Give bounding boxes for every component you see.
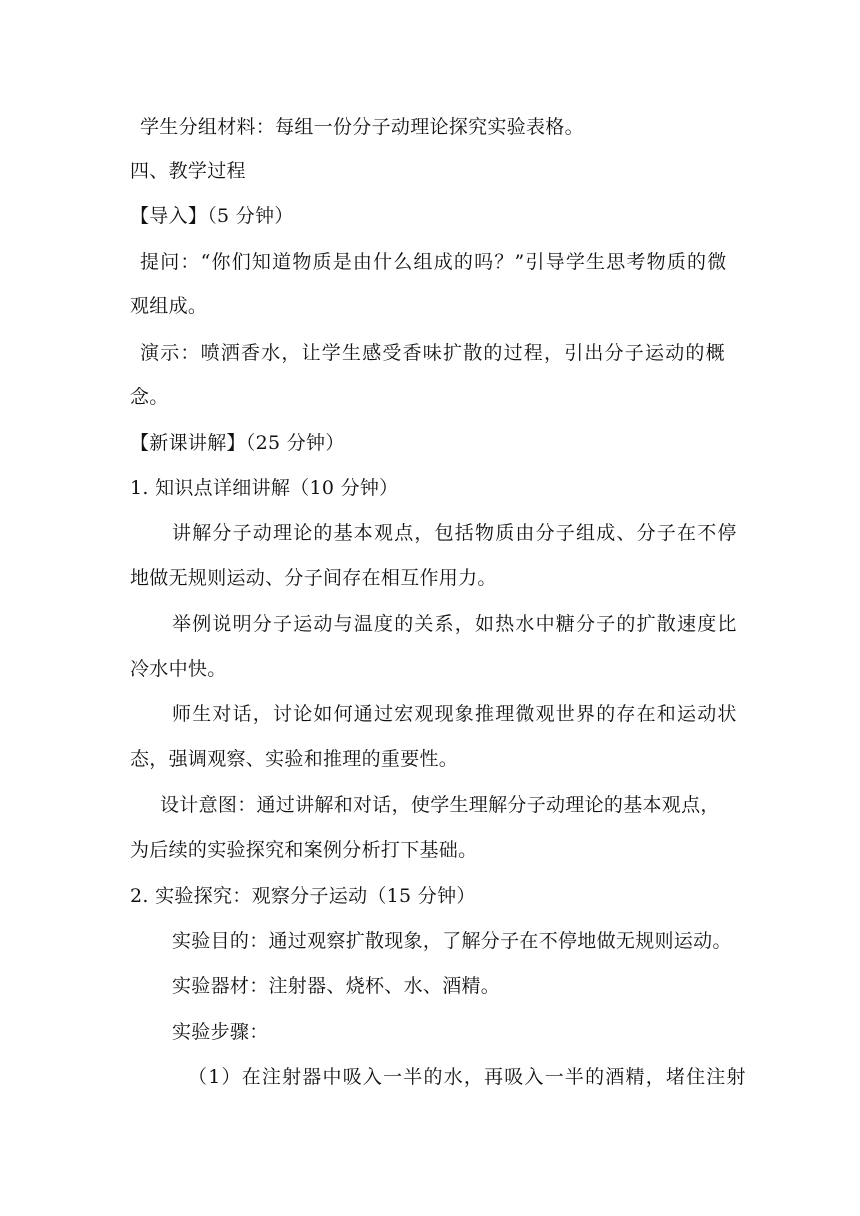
text-line-explain: 讲解分子动理论的基本观点，包括物质由分子组成、分子在不停 [172,522,738,544]
text-line-design-intent-cont: 为后续的实验探究和案例分析打下基础。 [130,839,478,861]
heading-knowledge-points: 1. 知识点详细讲解（10 分钟） [130,477,399,499]
text-line-materials: 学生分组材料：每组一份分子动理论探究实验表格。 [140,116,584,138]
text-line-dialogue: 师生对话，讨论如何通过宏观现象推理微观世界的存在和运动状 [172,703,738,725]
subheading-new-lesson: 【新课讲解】（25 分钟） [130,432,345,454]
text-line-experiment-steps: 实验步骤： [172,1021,269,1043]
text-line-explain-cont: 地做无规则运动、分子间存在相互作用力。 [130,567,497,589]
text-line-example: 举例说明分子运动与温度的关系，如热水中糖分子的扩散速度比 [172,613,738,635]
text-line-question: 提问：“你们知道物质是由什么组成的吗？”引导学生思考物质的微 [140,251,728,273]
text-line-experiment-purpose: 实验目的：通过观察扩散现象，了解分子在不停地做无规则运动。 [172,930,732,952]
text-line-demo-cont: 念。 [130,386,169,408]
heading-experiment: 2. 实验探究：观察分子运动（15 分钟） [130,885,476,907]
text-line-experiment-equipment: 实验器材：注射器、烧杯、水、酒精。 [172,975,501,997]
text-line-step-1: （1）在注射器中吸入一半的水，再吸入一半的酒精，堵住注射 [188,1066,747,1088]
text-line-question-cont: 观组成。 [130,295,208,317]
text-line-example-cont: 冷水中快。 [130,658,227,680]
subheading-introduction: 【导入】（5 分钟） [130,205,294,227]
text-line-demo: 演示：喷洒香水，让学生感受香味扩散的过程，引出分子运动的概 [140,342,726,364]
text-line-dialogue-cont: 态，强调观察、实验和推理的重要性。 [130,748,459,770]
section-heading-teaching-process: 四、教学过程 [130,160,246,182]
text-line-design-intent: 设计意图：通过讲解和对话，使学生理解分子动理论的基本观点， [160,794,720,816]
